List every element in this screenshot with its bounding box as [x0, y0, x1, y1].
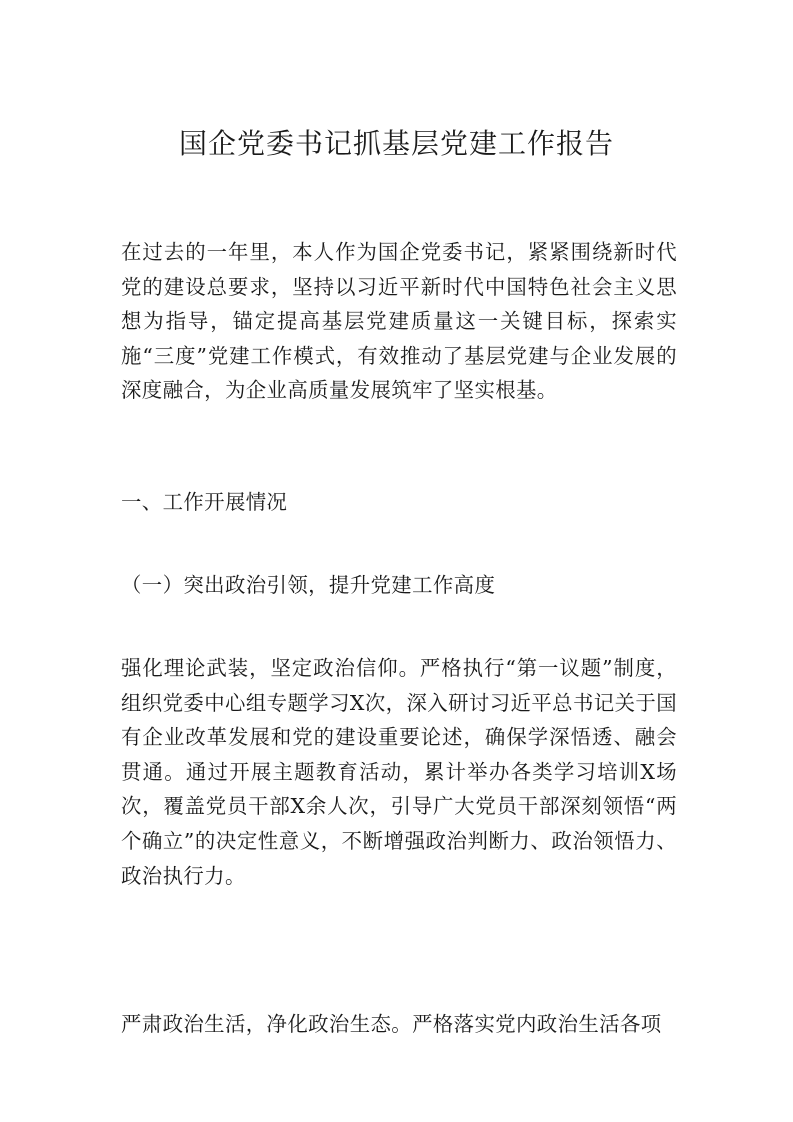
body-paragraph-political-theory: 强化理论武装，坚定政治信仰。严格执行“第一议题”制度，组织党委中心组专题学习X次，深入研讨习近平总书记关于国有企业改革发展和党的建设重要论述，确保学深悟透、融会贯通。通过开展主题教育活动，累计举办各类学习培训X场次，覆盖党员干部X余人次，引导广大党员干部深刻领悟“两个确立”的决定性意义，不断增强政治判断力、政治领悟力、政治执行力。: [121, 656, 677, 888]
document-title: 国企党委书记抓基层党建工作报告: [178, 127, 614, 160]
subsection-heading: （一）突出政治引领，提升党建工作高度: [121, 573, 496, 597]
body-paragraph-political-life: 严肃政治生活，净化政治生态。严格落实党内政治生活各项: [121, 1012, 662, 1036]
section-heading: 一、工作开展情况: [121, 490, 288, 514]
intro-paragraph: 在过去的一年里，本人作为国企党委书记，紧紧围绕新时代党的建设总要求，坚持以习近平新时代中国特色社会主义思想为指导，锚定提高基层党建质量这一关键目标，探索实施“三度”党建工作模式，有效推动了基层党建与企业发展的深度融合，为企业高质量发展筑牢了坚实根基。: [121, 240, 677, 403]
